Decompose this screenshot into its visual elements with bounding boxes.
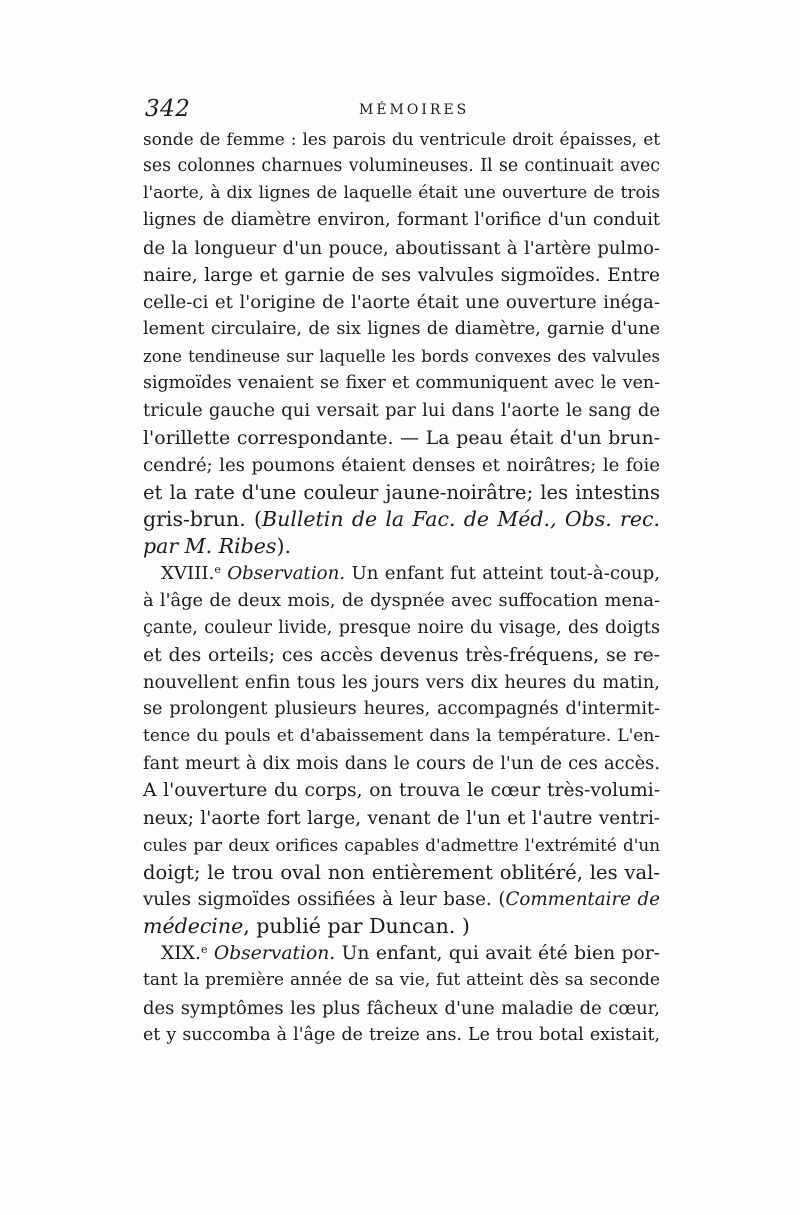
text-line: A l'ouverture du corps, on trouva le cœur très-volumi-	[143, 780, 660, 802]
text-segment: ).	[276, 534, 291, 559]
text-line: de la longueur d'un pouce, aboutissant à l'artère pulmo-	[143, 237, 660, 259]
text-line: lement circulaire, de six lignes de diamètre, garnie d'une	[143, 318, 660, 339]
page-header	[145, 96, 655, 126]
text-line: celle-ci et l'origine de l'aorte était une ouverture inéga-	[143, 291, 660, 313]
text-line: sonde de femme : les parois du ventricule droit épaisses, et	[143, 129, 660, 149]
text-segment: Un enfant fut atteint tout-à-coup,	[351, 563, 661, 585]
text-line: se prolongent plusieurs heures, accompagnés d'intermit-	[143, 698, 660, 719]
ordinal-superscript: e	[200, 943, 208, 957]
text-line: lignes de diamètre environ, formant l'orifice d'un conduit	[143, 210, 660, 231]
text-line: des symptômes les plus fâcheux d'une maladie de cœur,	[143, 997, 660, 1019]
ordinal-superscript: e	[214, 563, 221, 577]
text-line: zone tendineuse sur laquelle les bords convexes des valvules	[143, 347, 660, 367]
text-line: et y succomba à l'âge de treize ans. Le trou botal existait,	[143, 1024, 660, 1045]
text-line: çante, couleur livide, presque noire du visage, des doigts	[143, 617, 660, 638]
text-line: doigt; le trou oval non entièrement oblitéré, les val-	[143, 860, 660, 884]
text-line: sigmoïdes venaient se fixer et communiquent avec le ven-	[143, 373, 660, 394]
observation-label: Observation.	[213, 943, 336, 965]
text-line: l'orillette correspondante. — La peau était d'un brun-	[143, 426, 660, 449]
observation-label: Observation.	[227, 563, 346, 585]
text-line	[143, 913, 660, 940]
text-line: et la rate d'une couleur jaune-noirâtre; les intestins	[143, 480, 660, 504]
text-segment: Un enfant, qui avait été bien por-	[341, 943, 660, 965]
text-line: nouvellent enfin tous les jours vers dix heures du matin,	[143, 671, 660, 693]
observation-heading-line	[143, 560, 660, 587]
text-line: à l'âge de deux mois, de dyspnée avec suffocation mena-	[143, 590, 660, 612]
running-head: MÉMOIRES	[359, 102, 470, 118]
text-segment: gris-brun. (	[143, 506, 263, 531]
text-line: et des orteils; ces accès devenus très-fréquens, se re-	[143, 644, 660, 666]
text-line: cendré; les poumons étaient denses et noirâtres; le foie	[143, 454, 660, 476]
observation-heading-line	[143, 940, 660, 967]
text-line: naire, large et garnie de ses valvules sigmoïdes. Entre	[143, 264, 660, 286]
text-line: cules par deux orifices capables d'admettre l'extrémité d'un	[143, 834, 660, 855]
citation: Commentaire de	[505, 888, 660, 910]
citation: Bulletin de la Fac. de Méd., Obs. rec.	[262, 506, 660, 531]
text-segment: , publié par Duncan. )	[243, 914, 470, 939]
text-line: tence du pouls et d'abaissement dans la température. L'en-	[143, 726, 660, 747]
text-line: tricule gauche qui versait par lui dans l'aorte le sang de	[143, 400, 660, 422]
text-line: ses colonnes charnues volumineuses. Il se continuait avec	[143, 156, 660, 177]
text-line	[143, 533, 660, 560]
citation: par M. Ribes	[143, 534, 277, 559]
text-line: neux; l'aorte fort large, venant de l'un et l'autre ventri-	[143, 807, 660, 829]
page-number: 342	[145, 96, 191, 122]
body-text	[143, 126, 660, 1049]
text-line: fant meurt à dix mois dans le cours de l'un de ces accès.	[143, 753, 660, 775]
observation-number: XIX.	[161, 943, 201, 965]
text-line: tant la première année de sa vie, fut atteint dès sa seconde	[143, 970, 660, 991]
text-line: l'aorte, à dix lignes de laquelle était une ouverture de trois	[143, 183, 660, 204]
text-segment: vules sigmoïdes ossifiées à leur base. (	[143, 888, 506, 910]
observation-number: XVIII.	[161, 563, 215, 585]
citation: médecine	[143, 914, 244, 939]
text-line	[143, 506, 660, 533]
text-line	[143, 886, 660, 913]
